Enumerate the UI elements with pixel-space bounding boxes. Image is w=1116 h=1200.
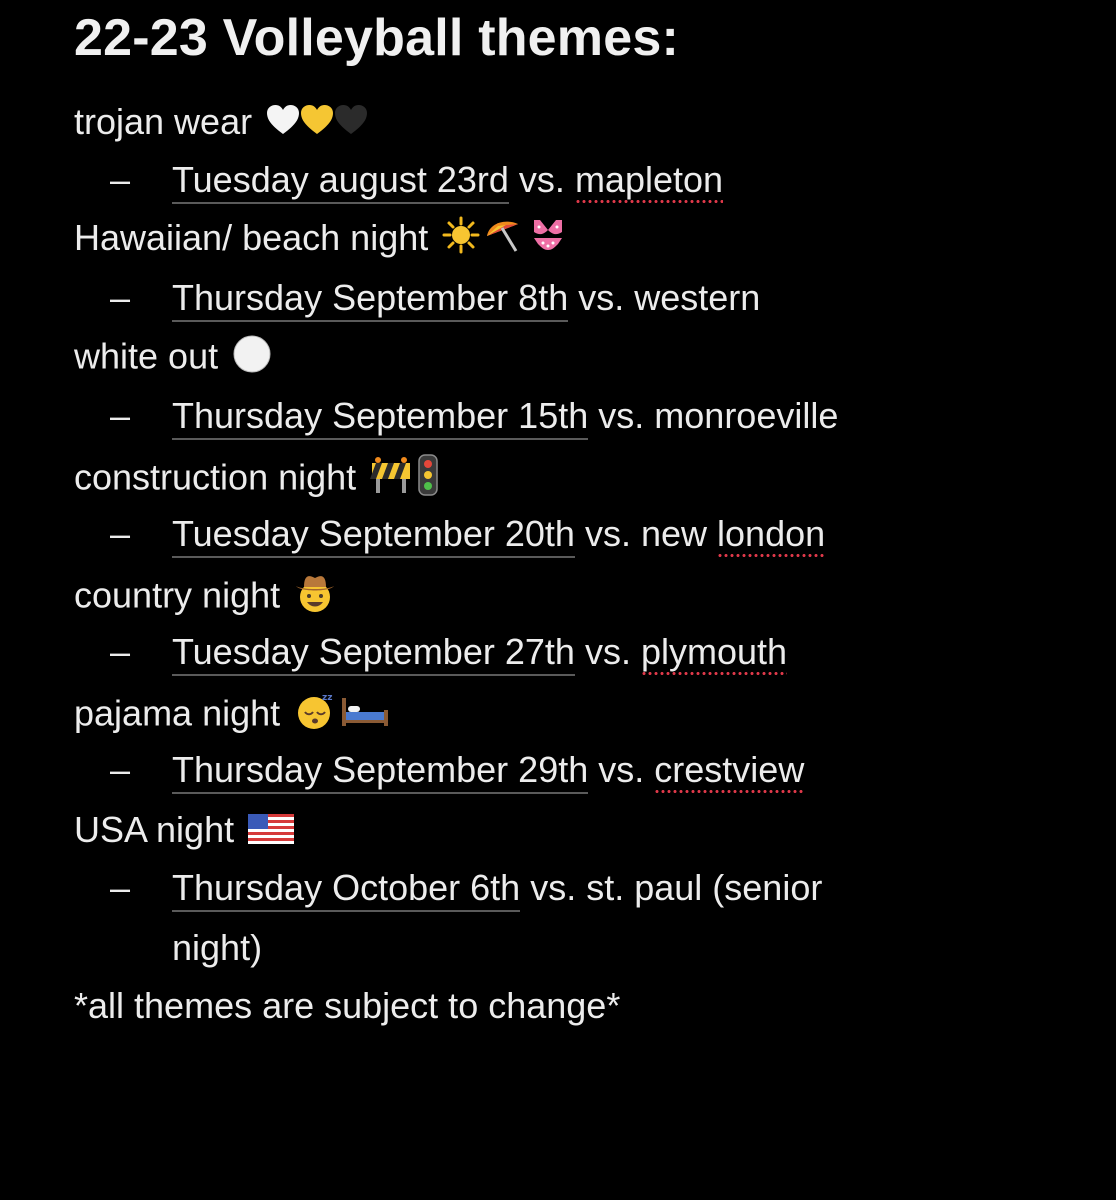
- opponent-name: london: [717, 513, 825, 560]
- list-bullet: –: [110, 749, 131, 790]
- black-heart-icon: [334, 102, 368, 146]
- theme-white-out: [74, 334, 272, 378]
- opponent-name: crestview: [654, 749, 804, 796]
- opponent-name: mapleton: [575, 159, 723, 206]
- opponent-name: western: [634, 277, 761, 318]
- vs-label: vs.: [598, 749, 645, 790]
- bikini-icon: [528, 216, 568, 264]
- game-date-line: [172, 394, 838, 438]
- game-date-line: [172, 276, 760, 320]
- theme-label: pajama night: [74, 692, 281, 734]
- bed-icon: [340, 694, 390, 738]
- theme-hawaiian-beach: [74, 216, 568, 260]
- opponent-name-part: new: [640, 513, 708, 554]
- yellow-heart-icon: [300, 102, 334, 146]
- theme-construction-night: [74, 454, 440, 498]
- theme-usa-night: [74, 808, 294, 852]
- vs-label: vs.: [578, 277, 625, 318]
- vs-label: vs.: [518, 159, 565, 200]
- vs-label: vs.: [598, 395, 645, 436]
- theme-label: trojan wear: [74, 101, 253, 142]
- theme-trojan-wear: [74, 100, 368, 144]
- date-link[interactable]: Thursday September 29th: [172, 749, 588, 794]
- white-circle-icon: [232, 334, 272, 384]
- date-link[interactable]: Thursday September 8th: [172, 277, 568, 322]
- theme-label: USA night: [74, 809, 235, 850]
- date-link[interactable]: Tuesday September 27th: [172, 631, 575, 676]
- opponent-name: monroeville: [654, 395, 839, 436]
- date-link[interactable]: Thursday October 6th: [172, 867, 520, 912]
- theme-label: Hawaiian/ beach night: [74, 217, 429, 258]
- date-link[interactable]: Tuesday September 20th: [172, 513, 575, 558]
- footer-note: *all themes are subject to change*: [74, 985, 621, 1026]
- list-bullet: –: [110, 395, 131, 436]
- traffic-light-icon: [416, 454, 440, 506]
- game-date-line: [172, 748, 804, 792]
- list-bullet: –: [110, 631, 131, 672]
- vs-label: vs.: [584, 513, 631, 554]
- theme-label: construction night: [74, 456, 357, 498]
- vs-label: vs.: [584, 631, 631, 672]
- game-date-continuation: night): [172, 927, 263, 968]
- list-bullet: –: [110, 277, 131, 318]
- vs-label: vs.: [530, 867, 577, 908]
- sleeping-face-icon: [294, 690, 336, 742]
- theme-label: country night: [74, 574, 281, 616]
- game-date-line: [172, 630, 787, 674]
- opponent-name: st. paul (senior: [586, 867, 823, 908]
- game-date-line: [172, 866, 822, 910]
- game-date-line: [172, 512, 825, 556]
- note-title: 22-23 Volleyball themes:: [74, 9, 679, 67]
- opponent-name: plymouth: [641, 631, 787, 678]
- white-heart-icon: [266, 102, 300, 146]
- beach-umbrella-icon: [484, 216, 524, 264]
- cowboy-face-icon: [294, 572, 336, 624]
- construction-barrier-icon: [370, 455, 412, 505]
- list-bullet: –: [110, 159, 131, 200]
- date-link[interactable]: Tuesday august 23rd: [172, 159, 509, 204]
- theme-pajama-night: [74, 690, 390, 734]
- list-bullet: –: [110, 867, 131, 908]
- sun-icon: [442, 216, 480, 264]
- game-date-line: [172, 158, 723, 202]
- svg-text:zz: zz: [322, 693, 333, 703]
- us-flag-icon: [248, 810, 294, 854]
- theme-country-night: [74, 572, 336, 616]
- theme-label: white out: [74, 335, 219, 377]
- date-link[interactable]: Thursday September 15th: [172, 395, 588, 440]
- list-bullet: –: [110, 513, 131, 554]
